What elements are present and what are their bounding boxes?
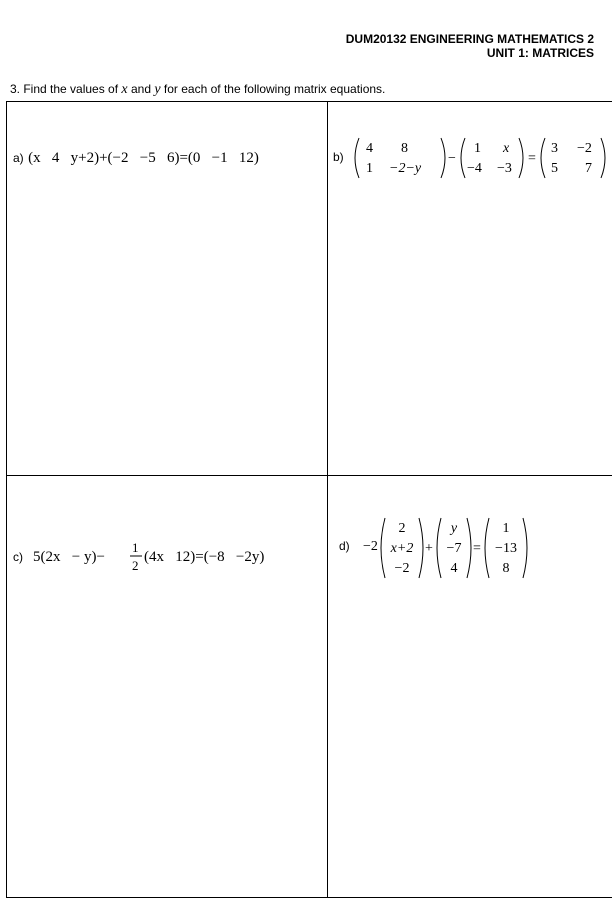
minus-sign: − [448, 151, 456, 166]
column-b-cell: y [450, 521, 458, 536]
matrix-b-cell: x [503, 141, 510, 156]
grid-divider-horizontal [7, 475, 612, 476]
matrix-c-cell: −2 [577, 141, 592, 156]
fraction-numerator: 1 [132, 540, 139, 555]
matrix-c-left-paren [541, 138, 545, 178]
column-c-cell: −13 [495, 541, 517, 556]
course-title: DUM20132 ENGINEERING MATHEMATICS 2 [345, 32, 594, 46]
column-a-cell: x+2 [390, 541, 414, 556]
part-a-label: a) [13, 151, 24, 165]
part-c [13, 539, 313, 584]
matrix-b-cell: −4 [467, 161, 482, 176]
column-a-cell: 2 [398, 521, 406, 536]
column-b-left-paren [437, 518, 441, 578]
column-c-cell: 8 [502, 561, 510, 576]
column-a-left-paren [381, 518, 385, 578]
matrix-a-cell: 4 [366, 141, 373, 156]
part-b-equation [333, 132, 611, 184]
matrix-a-cell: 8 [401, 141, 408, 156]
grid-divider-vertical [327, 102, 328, 897]
equals-sign: = [473, 541, 481, 556]
part-d-equation [339, 512, 579, 584]
answer-grid [6, 101, 612, 898]
part-c-label: c) [13, 550, 23, 564]
scalar: −2 [363, 539, 378, 554]
matrix-b-cell: −3 [497, 161, 512, 176]
equals-sign: = [528, 151, 536, 166]
question-and: and [130, 82, 152, 96]
plus-sign: + [425, 541, 433, 556]
matrix-b-left-paren [461, 138, 465, 178]
part-c-equation [13, 539, 313, 579]
matrix-b-cell: 1 [474, 141, 481, 156]
column-c-left-paren [485, 518, 489, 578]
question-3 [10, 82, 385, 98]
unit-title: UNIT 1: MATRICES [486, 46, 594, 60]
fraction-denominator: 2 [132, 558, 139, 573]
question-suffix: for each of the following matrix equations. [163, 82, 386, 96]
matrix-c-cell: 7 [585, 161, 592, 176]
part-d [339, 512, 579, 589]
part-b [333, 132, 611, 189]
matrix-a-left-paren [355, 138, 359, 178]
part-b-label: b) [333, 150, 344, 164]
column-c-cell: 1 [502, 521, 510, 536]
question-prefix: 3. Find the values of [10, 82, 119, 96]
column-a-right-paren [419, 518, 423, 578]
part-a-equation: (x 4 y+2)+(−2 −5 6)=(0 −1 12) [28, 150, 259, 166]
var-x: x [121, 82, 128, 97]
part-a [13, 149, 259, 167]
matrix-c-cell: 3 [551, 141, 558, 156]
matrix-a-cell: −2−y [389, 161, 422, 176]
column-b-cell: −7 [446, 541, 462, 556]
var-y: y [154, 82, 161, 97]
column-a-cell: −2 [394, 561, 410, 576]
part-c-lead: 5(2x − y)− [33, 549, 105, 565]
matrix-c-cell: 5 [551, 161, 558, 176]
part-d-label: d) [339, 539, 350, 553]
matrix-c-right-paren [601, 138, 605, 178]
part-c-tail: (4x 12)=(−8 −2y) [144, 549, 265, 565]
column-b-cell: 4 [450, 561, 458, 576]
column-b-right-paren [467, 518, 471, 578]
matrix-a-cell: 1 [366, 161, 373, 176]
document-header [346, 32, 594, 60]
matrix-b-right-paren [519, 138, 523, 178]
matrix-a-right-paren [441, 138, 445, 178]
column-c-right-paren [523, 518, 527, 578]
